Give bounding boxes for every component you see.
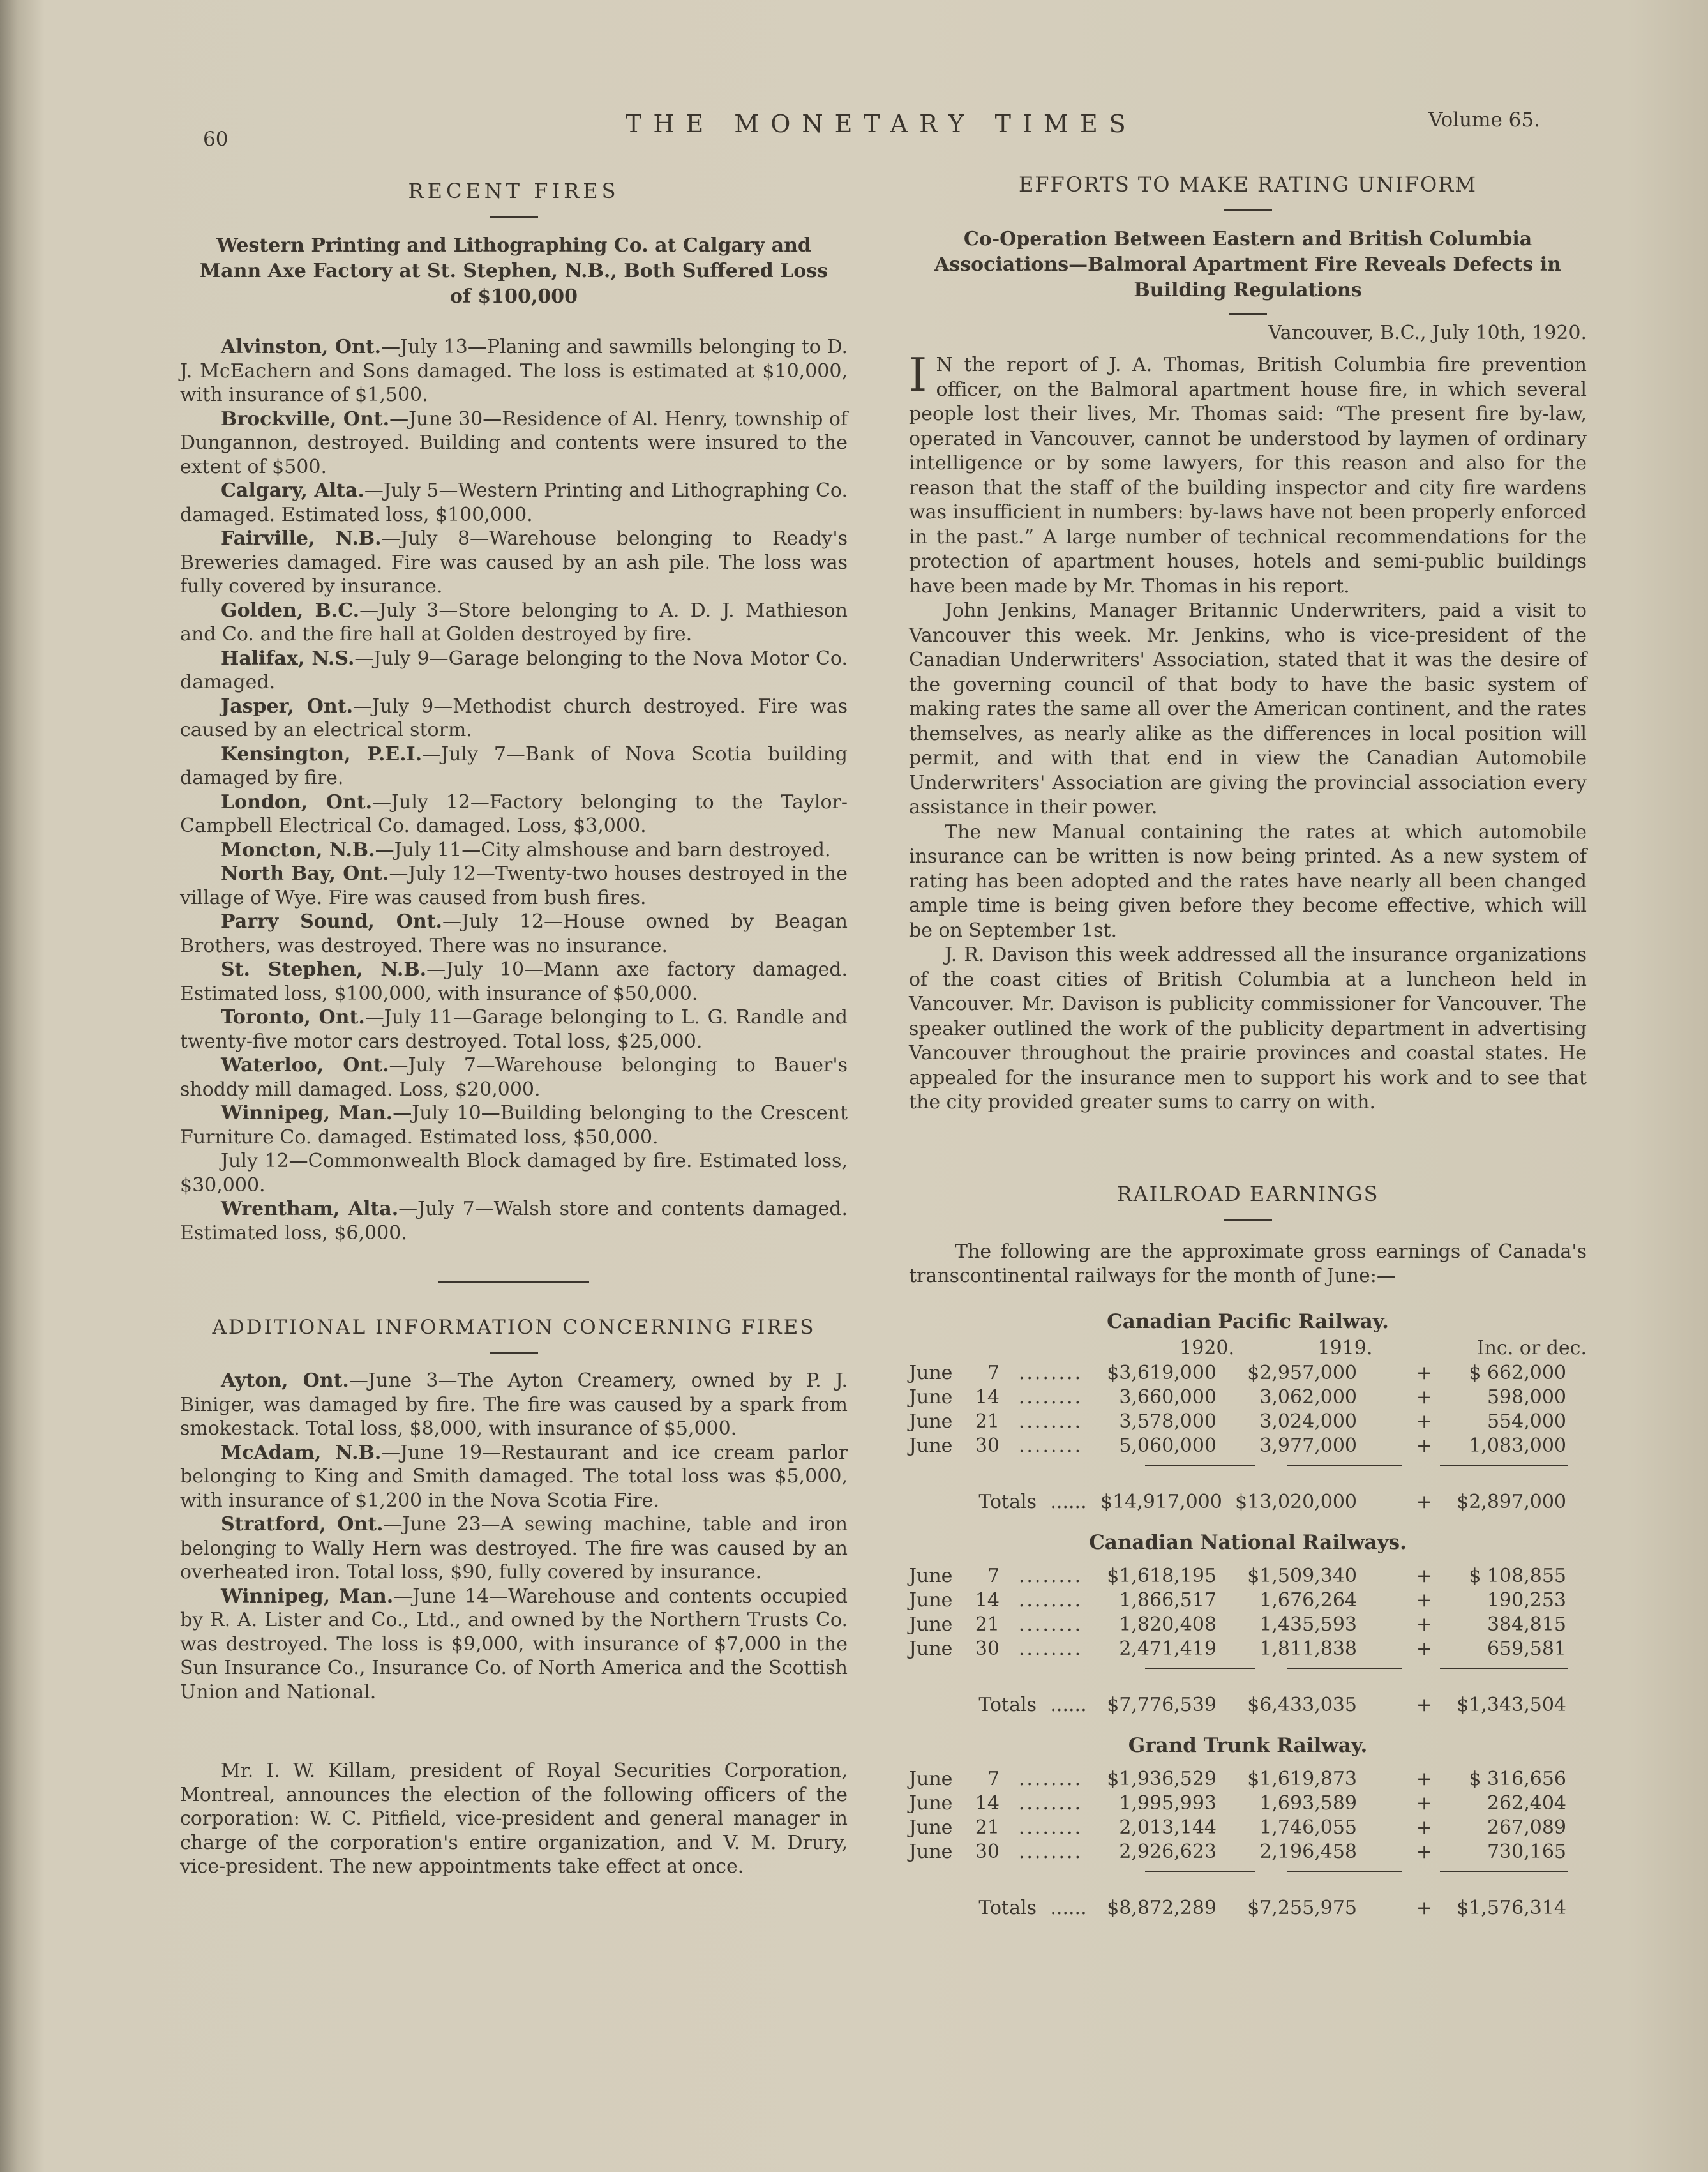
row-day: 14 [975,1385,1000,1408]
fire-item [180,1512,848,1585]
earnings-row [909,1588,1587,1613]
fire-item [180,1585,848,1705]
railway-name: Canadian National Railways. [1089,1530,1407,1554]
spacer [1255,1871,1287,1885]
fire-item [180,335,848,407]
earnings-row [909,1361,1587,1385]
row-month: June [909,1613,953,1636]
row-month: June [909,1564,953,1587]
value-1919: $1,619,873 [1247,1767,1357,1790]
fire-location: Parry Sound, Ont. [221,910,442,933]
fire-item [180,407,848,479]
spacer [1380,1337,1468,1361]
title-rule [1224,1219,1272,1221]
fire-details: —July 8—Warehouse belonging to Ready's Breweries damaged. Fire was caused by an ash pile. The loss was fully covered by insurance. [180,527,848,598]
fire-details: —July 10—Building belonging to the Crescent Furniture Co. damaged. Estimated loss, $50,000. [180,1102,848,1149]
fire-location: Alvinston, Ont. [221,336,382,358]
value-change: 659,581 [1487,1637,1566,1660]
fire-location: Brockville, Ont. [221,407,390,430]
fire-location: Halifax, N.S. [221,647,355,670]
value-change: $ 316,656 [1469,1767,1566,1790]
change-sign: + [1416,1385,1432,1408]
row-day: 7 [987,1361,1000,1384]
leader-dots: ........ [1018,1410,1083,1433]
value-1920: 2,926,623 [1119,1840,1217,1863]
value-1920: $3,619,000 [1107,1361,1217,1384]
totals-row [909,1896,1587,1920]
total-1920: $14,917,000 [1100,1490,1222,1513]
fire-details: —July 12—Factory belonging to the Taylor-Campbell Electrical Co. damaged. Loss, $3,000. [180,790,848,837]
total-rule [1145,1668,1255,1669]
rating-paragraph-3: The new Manual containing the rates at which automobile insurance can be written is now being printed. As a new system of rating has been adopted and the rates have nearly all been changed ample time is being given before they become effective, which will be on September 1st. [909,820,1587,942]
change-sign: + [1416,1410,1432,1433]
earnings-row [909,1410,1587,1434]
title-rule [490,216,538,218]
earnings-title: RAILROAD EARNINGS [1116,1181,1379,1206]
total-rule [1145,1871,1255,1872]
fire-item [180,1149,848,1197]
leader-dots: ...... [1050,1896,1087,1919]
fire-details: —June 23—A sewing machine, table and iron belonging to Wally Hern was destroyed. The fire was caused by an overheated iron. Total loss, $90, fully covered by insurance. [180,1513,848,1583]
total-1920: $7,776,539 [1107,1693,1217,1716]
fire-item [180,479,848,527]
change-sign: + [1416,1361,1432,1384]
change-sign: + [1416,1791,1432,1814]
fire-item [180,1369,848,1441]
value-change: 554,000 [1487,1410,1566,1433]
section-divider [438,1281,589,1283]
value-1919: 1,811,838 [1259,1637,1357,1660]
earnings-row [909,1564,1587,1588]
fire-location: Toronto, Ont. [221,1006,365,1029]
fire-location: St. Stephen, N.B. [221,958,427,981]
leader-dots: ........ [1018,1385,1083,1408]
fire-location: Wrentham, Alta. [221,1198,399,1220]
fire-details: —June 19—Restaurant and ice cream parlor belonging to King and Smith damaged. The total loss was $5,000, with insurance of $1,200 in the Nova Scotia Fire. [180,1441,848,1512]
value-change: 262,404 [1487,1791,1566,1814]
earnings-row [909,1613,1587,1637]
leader-dots: ........ [1018,1434,1083,1457]
value-1920: 1,995,993 [1119,1791,1217,1814]
dateline: Vancouver, B.C., July 10th, 1920. [1268,322,1587,344]
spacer [1255,1465,1287,1479]
fire-location: North Bay, Ont. [221,863,389,885]
value-1919: 3,062,000 [1259,1385,1357,1408]
spacer [909,1465,1145,1479]
row-day: 21 [975,1816,1000,1839]
fire-item [180,1053,848,1101]
total-rule [1145,1465,1255,1466]
total-1920: $8,872,289 [1107,1896,1217,1919]
total-rule [1440,1465,1568,1466]
leader-dots: ........ [1018,1767,1083,1790]
right-column [909,172,1587,1937]
spacer [909,1668,1145,1682]
row-month: June [909,1410,953,1433]
fire-item [180,862,848,910]
change-sign: + [1416,1840,1432,1863]
killam-note: Mr. I. W. Killam, president of Royal Securities Corporation, Montreal, announces the election of the following officers of the corporation: W. C. Pitfield, vice-president and general manager in charge of the corporation's entire organization, and V. M. Drury, vice-president. The new appointments take effect at once. [180,1760,848,1878]
fire-location: Stratford, Ont. [221,1513,384,1535]
fire-location: Moncton, N.B. [221,838,375,861]
row-day: 21 [975,1613,1000,1636]
row-month: June [909,1361,953,1384]
value-1919: 3,024,000 [1259,1410,1357,1433]
fire-item [180,1006,848,1053]
change-sign: + [1416,1637,1432,1660]
rating-paragraph-1 [909,348,1587,599]
total-change-sign: + [1416,1693,1432,1716]
row-day: 30 [975,1637,1000,1660]
total-rule [1287,1871,1402,1872]
leader-dots: ........ [1018,1791,1083,1814]
value-1919: 2,196,458 [1259,1840,1357,1863]
leader-dots: ........ [1018,1613,1083,1636]
publication-title: THE MONETARY TIMES [626,110,1137,138]
value-change: 598,000 [1487,1385,1566,1408]
change-sign: + [1416,1564,1432,1587]
additional-info-list [180,1369,848,1704]
row-day: 14 [975,1791,1000,1814]
fire-location: London, Ont. [221,790,373,813]
spacer [1402,1668,1440,1682]
fire-location: Jasper, Ont. [221,695,354,718]
volume-label: Volume 65. [1428,109,1540,132]
value-change: 730,165 [1487,1840,1566,1863]
earnings-row [909,1434,1587,1458]
row-month: June [909,1816,953,1839]
value-1920: $1,618,195 [1107,1564,1217,1587]
total-change: $1,343,504 [1457,1693,1566,1716]
fires-list [180,335,848,1245]
recent-fires-subtitle: Western Printing and Lithographing Co. at Calgary and Mann Axe Factory at St. Stephen, N.B., Both Suffered Loss of $100,000 [199,234,828,308]
fire-item [180,838,848,863]
leader-dots: ........ [1018,1588,1083,1611]
total-1919: $13,020,000 [1235,1490,1357,1513]
fire-item [180,958,848,1006]
row-month: June [909,1791,953,1814]
total-1919: $7,255,975 [1247,1896,1357,1919]
railway-name: Grand Trunk Railway. [1128,1733,1368,1757]
railway-name: Canadian Pacific Railway. [1107,1309,1389,1333]
fire-location: Ayton, Ont. [221,1369,349,1392]
row-month: June [909,1434,953,1457]
fire-item [180,790,848,838]
row-day: 30 [975,1840,1000,1863]
total-rules [909,1668,1587,1682]
value-change: 267,089 [1487,1816,1566,1839]
value-1920: 2,013,144 [1119,1816,1217,1839]
row-day: 30 [975,1434,1000,1457]
row-day: 21 [975,1410,1000,1433]
fire-details: July 12—Commonwealth Block damaged by fire. Estimated loss, $30,000. [180,1150,848,1196]
row-day: 7 [987,1564,1000,1587]
value-1920: 1,820,408 [1119,1613,1217,1636]
rating-subtitle: Co-Operation Between Eastern and British Columbia Associations—Balmoral Apartment Fire Reveals Defects in Building Regulations [934,228,1561,301]
col-inc-header: Inc. or dec. [1476,1336,1587,1359]
fire-location: Fairville, N.B. [221,527,382,550]
fire-item [180,1197,848,1245]
totals-label: Totals [978,1896,1037,1919]
fire-details: —July 5—Western Printing and Lithographing Co. damaged. Estimated loss, $100,000. [180,479,848,526]
total-change: $2,897,000 [1457,1490,1566,1513]
change-sign: + [1416,1816,1432,1839]
left-column [180,179,848,1879]
spacer [1241,1337,1310,1361]
row-month: June [909,1767,953,1790]
earnings-intro: The following are the approximate gross earnings of Canada's transcontinental railways for the month of June:— [909,1240,1587,1287]
earnings-row [909,1791,1587,1816]
fire-item [180,647,848,695]
fire-details: —July 12—Twenty-two houses destroyed in the village of Wye. Fire was caused from bush fires. [180,863,848,909]
leader-dots: ........ [1018,1637,1083,1660]
total-rule [1287,1668,1402,1669]
fire-details: —July 7—Bank of Nova Scotia building damaged by fire. [180,743,848,789]
value-1920: 2,471,419 [1119,1637,1217,1660]
value-change: $ 108,855 [1469,1564,1566,1587]
total-rule [1440,1871,1568,1872]
row-month: June [909,1385,953,1408]
value-1919: $2,957,000 [1247,1361,1357,1384]
change-sign: + [1416,1767,1432,1790]
totals-row [909,1693,1587,1717]
fire-details: —July 13—Planing and sawmills belonging to D. J. McEachern and Sons damaged. The loss is estimated at $10,000, with insurance of $1,500. [180,336,848,406]
row-month: June [909,1637,953,1660]
fire-location: Golden, B.C. [221,599,360,622]
change-sign: + [1416,1588,1432,1611]
value-1919: 1,693,589 [1259,1791,1357,1814]
row-month: June [909,1840,953,1863]
fire-details: —July 11—Garage belonging to L. G. Randle and twenty-five motor cars destroyed. Total loss, $25,000. [180,1006,848,1053]
total-change-sign: + [1416,1896,1432,1919]
col-1920-header: 1920. [1180,1336,1235,1359]
value-1919: 3,977,000 [1259,1434,1357,1457]
page-number: 60 [203,128,228,151]
title-rule [1224,209,1272,211]
total-change-sign: + [1416,1490,1432,1513]
value-1920: 1,866,517 [1119,1588,1217,1611]
fire-details: —July 12—House owned by Beagan Brothers, was destroyed. There was no insurance. [180,910,848,957]
col-1919-header: 1919. [1317,1336,1373,1359]
value-1920: 3,660,000 [1119,1385,1217,1408]
fire-item [180,910,848,958]
value-change: 190,253 [1487,1588,1566,1611]
total-rules [909,1465,1587,1479]
totals-row [909,1490,1587,1514]
spacer [1402,1871,1440,1885]
value-change: $ 662,000 [1469,1361,1566,1384]
spacer [1402,1465,1440,1479]
total-rule [1287,1465,1402,1466]
fire-item [180,743,848,790]
value-1920: 3,578,000 [1119,1410,1217,1433]
change-sign: + [1416,1434,1432,1457]
value-1920: 5,060,000 [1119,1434,1217,1457]
totals-label: Totals [978,1490,1037,1513]
leader-dots: ........ [1018,1840,1083,1863]
fire-details: —June 30—Residence of Al. Henry, township of Dungannon, destroyed. Building and contents were insured to the extent of $500. [180,407,848,478]
rating-paragraph-4: J. R. Davison this week addressed all the insurance organizations of the coast cities of British Columbia at a luncheon held in Vancouver. Mr. Davison is publicity commissioner for Vancouver. The speaker outlined the work of the publicity department in advertising Vancouver throughout the prairie provinces and coastal states. He appealed for the insurance men to support his work and to see that the city provided greater sums to carry on with. [909,944,1587,1113]
fire-item [180,527,848,599]
value-change: 1,083,000 [1469,1434,1566,1457]
fire-details: —July 3—Store belonging to A. D. J. Mathieson and Co. and the fire hall at Golden destroyed by fire. [180,599,848,645]
rating-paragraph-2: John Jenkins, Manager Britannic Underwriters, paid a visit to Vancouver this week. Mr. Jenkins, who is vice-president of the Canadian Underwriters' Association, stated that it was the desire of the governing council of that body to have the basic system of making rates the same all over the American continent, and the rates themselves, as nearly alike as the differences in local position will permit, and with that end in view the Canadian Automobile Underwriters' Association are giving the provincial association every assistance in their power. [909,600,1587,818]
total-1919: $6,433,035 [1247,1693,1357,1716]
row-day: 7 [987,1767,1000,1790]
value-1920: $1,936,529 [1107,1767,1217,1790]
spacer [909,1761,1587,1767]
recent-fires-title: RECENT FIRES [408,179,620,203]
total-change: $1,576,314 [1457,1896,1566,1919]
total-rules [909,1871,1587,1885]
fire-details: —July 7—Walsh store and contents damaged. Estimated loss, $6,000. [180,1198,848,1244]
fire-location: Waterloo, Ont. [221,1054,389,1076]
earnings-row [909,1840,1587,1864]
spacer [909,1871,1145,1885]
row-day: 14 [975,1588,1000,1611]
fire-location: McAdam, N.B. [221,1441,382,1464]
fire-details: —July 7—Warehouse belonging to Bauer's shoddy mill damaged. Loss, $20,000. [180,1054,848,1101]
title-rule [490,1352,538,1354]
rating-paragraph-1-text: N the report of J. A. Thomas, British Columbia fire prevention officer, on the Balmoral apartment house fire, in which several people lost their lives, Mr. Thomas said: “The present fire by-law, operated in Vancouver, cannot be understood by laymen of ordinary intelligence or by some lawyers, for this reason and also for the reason that the staff of the building inspector and city fire wardens was insufficient in numbers: by-laws have not been properly enforced in the past.” A large number of technical recommendations for the protection of apartment houses, hotels and semi-public buildings have been made by Mr. Thomas in his report. [909,354,1587,598]
row-month: June [909,1588,953,1611]
leader-dots: ...... [1050,1693,1087,1716]
total-rule [1440,1668,1568,1669]
fire-item [180,695,848,743]
value-1919: 1,746,055 [1259,1816,1357,1839]
earnings-row [909,1767,1587,1791]
year-header-row [909,1337,1587,1361]
leader-dots: ........ [1018,1564,1083,1587]
spacer [909,1337,1172,1361]
earnings-tables [909,1310,1587,1920]
value-1919: $1,509,340 [1247,1564,1357,1587]
earnings-row [909,1637,1587,1661]
drop-cap: I [909,348,927,402]
fire-details: —July 11—City almshouse and barn destroyed. [375,838,831,861]
totals-label: Totals [978,1693,1037,1716]
spacer [1255,1668,1287,1682]
fire-item [180,599,848,647]
leader-dots: ...... [1050,1490,1087,1513]
fire-location: Kensington, P.E.I. [221,743,423,765]
value-change: 384,815 [1487,1613,1566,1636]
fire-details: —June 14—Warehouse and contents occupied by R. A. Lister and Co., Ltd., and owned by the Northern Trusts Co. was destroyed. The loss is $9,000, with insurance of $7,000 in the Sun Insurance Co., Insurance Co. of North America and the Scottish Union and National. [180,1585,848,1703]
leader-dots: ........ [1018,1361,1083,1384]
fire-details: —June 3—The Ayton Creamery, owned by P. J. Biniger, was damaged by fire. The fire was caused by a spark from smokestack. Total loss, $8,000, with insurance of $5,000. [180,1369,848,1440]
value-1919: 1,676,264 [1259,1588,1357,1611]
rating-title: EFFORTS TO MAKE RATING UNIFORM [1018,172,1478,197]
fire-details: —July 9—Methodist church destroyed. Fire was caused by an electrical storm. [180,695,848,741]
fire-details: —July 10—Mann axe factory damaged. Estimated loss, $100,000, with insurance of $50,000. [180,958,848,1005]
earnings-row [909,1385,1587,1410]
fire-location: Winnipeg, Man. [221,1102,393,1124]
fire-details: —July 9—Garage belonging to the Nova Motor Co. damaged. [180,647,848,693]
subtitle-rule [1229,313,1267,315]
earnings-row [909,1816,1587,1840]
leader-dots: ........ [1018,1816,1083,1839]
additional-info-title: ADDITIONAL INFORMATION CONCERNING FIRES [212,1316,816,1339]
fire-location: Calgary, Alta. [221,479,364,502]
value-1919: 1,435,593 [1259,1613,1357,1636]
fire-location: Winnipeg, Man. [221,1585,394,1608]
spacer [909,1558,1587,1564]
fire-item [180,1101,848,1149]
fire-item [180,1441,848,1513]
change-sign: + [1416,1613,1432,1636]
